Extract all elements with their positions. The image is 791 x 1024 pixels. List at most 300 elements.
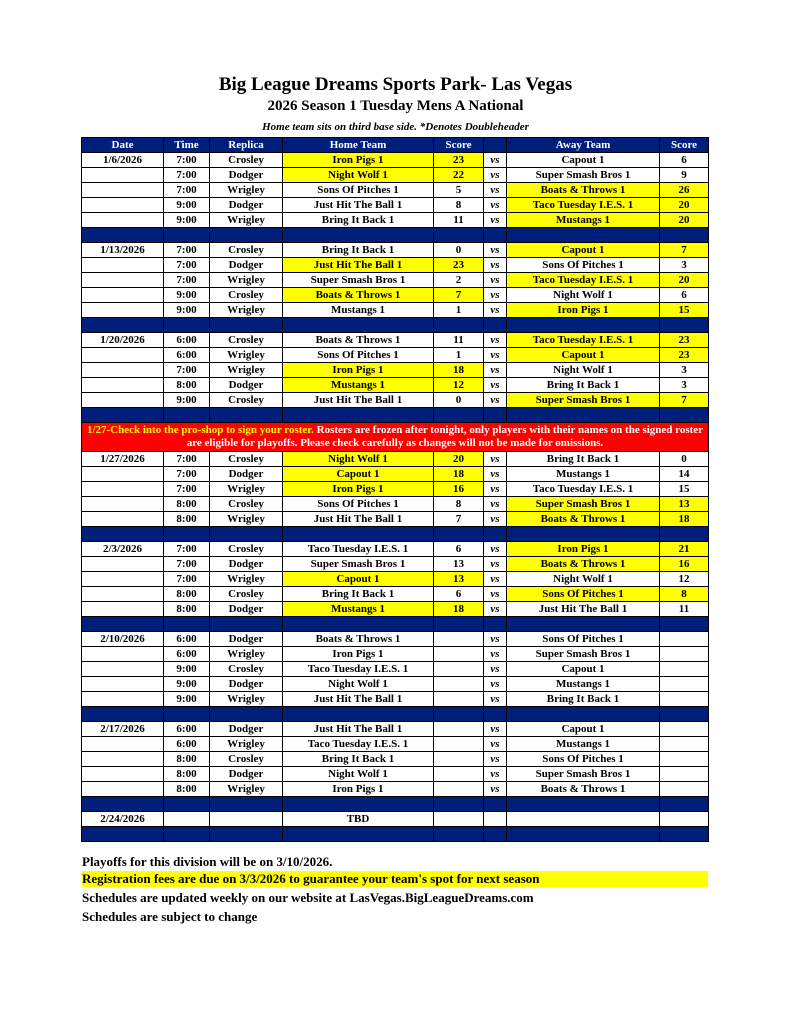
separator-cell — [283, 827, 434, 842]
away-score-cell: 13 — [660, 497, 709, 512]
away-score-cell: 7 — [660, 393, 709, 408]
field-cell: Wrigley — [210, 572, 283, 587]
vs-cell: vs — [484, 467, 507, 482]
separator-cell — [164, 797, 210, 812]
column-header: Away Team — [507, 138, 660, 153]
separator-cell — [82, 228, 164, 243]
separator-cell — [484, 827, 507, 842]
separator-cell — [660, 827, 709, 842]
date-cell — [82, 198, 164, 213]
time-cell: 9:00 — [164, 303, 210, 318]
home-score-cell: 1 — [434, 303, 484, 318]
away-team-cell: Mustangs 1 — [507, 737, 660, 752]
table-row — [82, 243, 709, 258]
time-cell: 6:00 — [164, 737, 210, 752]
field-cell: Dodger — [210, 602, 283, 617]
home-team-cell: Just Hit The Ball 1 — [283, 258, 434, 273]
time-cell: 8:00 — [164, 782, 210, 797]
date-cell — [82, 168, 164, 183]
separator-cell — [210, 617, 283, 632]
date-cell — [82, 602, 164, 617]
away-team-cell: Taco Tuesday I.E.S. 1 — [507, 198, 660, 213]
date-cell — [82, 288, 164, 303]
column-header — [484, 138, 507, 153]
away-score-cell — [660, 722, 709, 737]
away-score-cell: 9 — [660, 168, 709, 183]
field-cell: Crosley — [210, 587, 283, 602]
away-team-cell: Taco Tuesday I.E.S. 1 — [507, 333, 660, 348]
registration-note: Registration fees are due on 3/3/2026 to guarantee your team's spot for next season — [82, 871, 708, 887]
separator-cell — [82, 797, 164, 812]
home-score-cell: 8 — [434, 497, 484, 512]
separator-cell — [210, 827, 283, 842]
home-score-cell: 1 — [434, 348, 484, 363]
table-row — [82, 542, 709, 557]
column-header: Time — [164, 138, 210, 153]
home-team-cell: Taco Tuesday I.E.S. 1 — [283, 662, 434, 677]
home-score-cell: 12 — [434, 378, 484, 393]
field-cell: Dodger — [210, 467, 283, 482]
home-team-cell: Bring It Back 1 — [283, 213, 434, 228]
field-cell: Dodger — [210, 632, 283, 647]
vs-cell: vs — [484, 393, 507, 408]
subject-note: Schedules are subject to change — [82, 909, 258, 924]
separator-cell — [507, 827, 660, 842]
home-score-cell: 23 — [434, 258, 484, 273]
week-separator — [82, 318, 709, 333]
table-row — [82, 363, 709, 378]
away-team-cell: Capout 1 — [507, 153, 660, 168]
date-cell — [82, 782, 164, 797]
home-team-cell: Bring It Back 1 — [283, 243, 434, 258]
home-score-cell: 22 — [434, 168, 484, 183]
away-team-cell: Super Smash Bros 1 — [507, 647, 660, 662]
table-row — [82, 288, 709, 303]
away-score-cell — [660, 677, 709, 692]
away-team-cell: Just Hit The Ball 1 — [507, 602, 660, 617]
home-team-cell: Boats & Throws 1 — [283, 333, 434, 348]
date-cell — [82, 677, 164, 692]
home-team-cell: Just Hit The Ball 1 — [283, 692, 434, 707]
home-team-cell: Taco Tuesday I.E.S. 1 — [283, 542, 434, 557]
table-row — [82, 722, 709, 737]
field-cell: Crosley — [210, 333, 283, 348]
home-score-cell — [434, 767, 484, 782]
date-cell — [82, 497, 164, 512]
home-team-cell: Capout 1 — [283, 467, 434, 482]
home-score-cell: 0 — [434, 243, 484, 258]
vs-cell: vs — [484, 482, 507, 497]
home-score-cell: 23 — [434, 153, 484, 168]
date-cell — [82, 183, 164, 198]
away-score-cell: 20 — [660, 273, 709, 288]
away-team-cell: Boats & Throws 1 — [507, 782, 660, 797]
separator-cell — [660, 527, 709, 542]
vs-cell: vs — [484, 752, 507, 767]
separator-cell — [484, 707, 507, 722]
away-team-cell: Super Smash Bros 1 — [507, 497, 660, 512]
vs-cell: vs — [484, 632, 507, 647]
separator-cell — [210, 527, 283, 542]
separator-cell — [484, 617, 507, 632]
date-cell — [82, 752, 164, 767]
table-cell — [164, 812, 210, 827]
away-score-cell — [660, 692, 709, 707]
field-cell: Crosley — [210, 288, 283, 303]
separator-cell — [283, 707, 434, 722]
vs-cell: vs — [484, 288, 507, 303]
table-row — [82, 572, 709, 587]
separator-cell — [82, 827, 164, 842]
home-score-cell — [434, 782, 484, 797]
away-score-cell: 14 — [660, 467, 709, 482]
table-row — [82, 303, 709, 318]
away-score-cell — [660, 647, 709, 662]
home-team-cell: Night Wolf 1 — [283, 452, 434, 467]
home-team-cell: Sons Of Pitches 1 — [283, 183, 434, 198]
separator-cell — [164, 827, 210, 842]
field-cell: Dodger — [210, 258, 283, 273]
time-cell: 8:00 — [164, 602, 210, 617]
home-score-cell: 16 — [434, 482, 484, 497]
time-cell: 7:00 — [164, 467, 210, 482]
home-team-cell: Boats & Throws 1 — [283, 288, 434, 303]
home-score-cell — [434, 647, 484, 662]
field-cell: Wrigley — [210, 692, 283, 707]
table-row — [82, 258, 709, 273]
date-cell — [82, 393, 164, 408]
home-score-cell — [434, 722, 484, 737]
table-row — [82, 467, 709, 482]
table-cell — [210, 812, 283, 827]
away-team-cell: Mustangs 1 — [507, 467, 660, 482]
playoffs-note: Playoffs for this division will be on 3/10/2026. — [82, 854, 333, 869]
header-note: Home team sits on third base side. *Denotes Doubleheader — [262, 121, 529, 133]
away-team-cell: Night Wolf 1 — [507, 288, 660, 303]
table-row — [82, 168, 709, 183]
time-cell: 8:00 — [164, 587, 210, 602]
date-cell — [82, 647, 164, 662]
date-cell — [82, 348, 164, 363]
time-cell: 9:00 — [164, 662, 210, 677]
away-score-cell: 12 — [660, 572, 709, 587]
away-team-cell: Bring It Back 1 — [507, 452, 660, 467]
table-row — [82, 662, 709, 677]
table-row — [82, 602, 709, 617]
away-team-cell: Boats & Throws 1 — [507, 512, 660, 527]
home-team-cell: Capout 1 — [283, 572, 434, 587]
away-score-cell — [660, 737, 709, 752]
roster-notice — [82, 423, 709, 452]
home-score-cell: 11 — [434, 333, 484, 348]
week-separator — [82, 228, 709, 243]
home-score-cell: 7 — [434, 288, 484, 303]
home-team-cell: Iron Pigs 1 — [283, 482, 434, 497]
field-cell: Crosley — [210, 542, 283, 557]
away-score-cell: 18 — [660, 512, 709, 527]
away-score-cell: 23 — [660, 348, 709, 363]
table-cell — [484, 812, 507, 827]
field-cell: Wrigley — [210, 737, 283, 752]
vs-cell: vs — [484, 662, 507, 677]
separator-cell — [283, 797, 434, 812]
table-row — [82, 348, 709, 363]
time-cell: 9:00 — [164, 198, 210, 213]
field-cell: Wrigley — [210, 213, 283, 228]
time-cell: 6:00 — [164, 722, 210, 737]
home-team-cell: Super Smash Bros 1 — [283, 557, 434, 572]
home-team-cell: Just Hit The Ball 1 — [283, 722, 434, 737]
field-cell: Wrigley — [210, 512, 283, 527]
field-cell: Crosley — [210, 497, 283, 512]
vs-cell: vs — [484, 572, 507, 587]
away-score-cell: 8 — [660, 587, 709, 602]
vs-cell: vs — [484, 542, 507, 557]
date-cell: 2/24/2026 — [82, 812, 164, 827]
column-header: Date — [82, 138, 164, 153]
time-cell: 9:00 — [164, 692, 210, 707]
week-separator — [82, 797, 709, 812]
week-separator — [82, 707, 709, 722]
home-score-cell: 6 — [434, 542, 484, 557]
column-header: Home Team — [283, 138, 434, 153]
away-score-cell — [660, 662, 709, 677]
vs-cell: vs — [484, 378, 507, 393]
away-score-cell: 11 — [660, 602, 709, 617]
home-team-cell: Iron Pigs 1 — [283, 782, 434, 797]
separator-cell — [164, 527, 210, 542]
table-row — [82, 198, 709, 213]
field-cell: Crosley — [210, 752, 283, 767]
separator-cell — [660, 797, 709, 812]
home-team-cell: Mustangs 1 — [283, 602, 434, 617]
time-cell: 7:00 — [164, 482, 210, 497]
field-cell: Dodger — [210, 677, 283, 692]
date-cell — [82, 692, 164, 707]
home-score-cell: 2 — [434, 273, 484, 288]
vs-cell: vs — [484, 767, 507, 782]
date-cell — [82, 512, 164, 527]
column-header: Score — [434, 138, 484, 153]
field-cell: Dodger — [210, 198, 283, 213]
date-cell: 2/10/2026 — [82, 632, 164, 647]
table-row — [82, 273, 709, 288]
time-cell: 7:00 — [164, 363, 210, 378]
time-cell: 6:00 — [164, 647, 210, 662]
home-score-cell: 11 — [434, 213, 484, 228]
separator-cell — [507, 797, 660, 812]
table-row — [82, 587, 709, 602]
website-note: Schedules are updated weekly on our website at LasVegas.BigLeagueDreams.com — [82, 890, 534, 905]
away-score-cell: 16 — [660, 557, 709, 572]
away-team-cell: Bring It Back 1 — [507, 692, 660, 707]
time-cell: 8:00 — [164, 378, 210, 393]
vs-cell: vs — [484, 677, 507, 692]
away-team-cell: Mustangs 1 — [507, 677, 660, 692]
vs-cell: vs — [484, 557, 507, 572]
table-row — [82, 692, 709, 707]
date-cell — [82, 273, 164, 288]
separator-cell — [660, 228, 709, 243]
date-cell: 2/3/2026 — [82, 542, 164, 557]
vs-cell: vs — [484, 213, 507, 228]
table-row — [82, 752, 709, 767]
separator-cell — [484, 408, 507, 423]
home-score-cell: 5 — [434, 183, 484, 198]
home-team-cell: Mustangs 1 — [283, 303, 434, 318]
away-team-cell: Capout 1 — [507, 662, 660, 677]
away-team-cell: Super Smash Bros 1 — [507, 767, 660, 782]
separator-cell — [164, 707, 210, 722]
date-cell: 2/17/2026 — [82, 722, 164, 737]
separator-cell — [82, 318, 164, 333]
separator-cell — [210, 318, 283, 333]
away-team-cell: Iron Pigs 1 — [507, 303, 660, 318]
separator-cell — [660, 408, 709, 423]
separator-cell — [82, 707, 164, 722]
date-cell — [82, 378, 164, 393]
table-row — [82, 812, 709, 827]
time-cell: 8:00 — [164, 497, 210, 512]
separator-cell — [210, 707, 283, 722]
separator-cell — [484, 318, 507, 333]
home-team-cell: Super Smash Bros 1 — [283, 273, 434, 288]
vs-cell: vs — [484, 198, 507, 213]
home-score-cell: 0 — [434, 393, 484, 408]
home-team-cell: Just Hit The Ball 1 — [283, 512, 434, 527]
away-score-cell: 20 — [660, 198, 709, 213]
table-row — [82, 497, 709, 512]
vs-cell: vs — [484, 512, 507, 527]
home-score-cell: 8 — [434, 198, 484, 213]
table-row — [82, 647, 709, 662]
table-row — [82, 213, 709, 228]
home-score-cell: 20 — [434, 452, 484, 467]
away-score-cell: 6 — [660, 288, 709, 303]
away-team-cell: Night Wolf 1 — [507, 363, 660, 378]
away-team-cell: Sons Of Pitches 1 — [507, 587, 660, 602]
away-team-cell: Bring It Back 1 — [507, 378, 660, 393]
time-cell: 7:00 — [164, 572, 210, 587]
away-score-cell: 21 — [660, 542, 709, 557]
table-row — [82, 333, 709, 348]
vs-cell: vs — [484, 243, 507, 258]
table-row — [82, 183, 709, 198]
home-team-cell: Sons Of Pitches 1 — [283, 497, 434, 512]
roster-notice-text — [82, 423, 709, 452]
vs-cell: vs — [484, 363, 507, 378]
time-cell: 7:00 — [164, 183, 210, 198]
date-cell — [82, 482, 164, 497]
separator-cell — [283, 527, 434, 542]
separator-cell — [210, 797, 283, 812]
away-team-cell: Capout 1 — [507, 243, 660, 258]
home-team-cell: Boats & Throws 1 — [283, 632, 434, 647]
separator-cell — [484, 527, 507, 542]
separator-cell — [283, 318, 434, 333]
away-team-cell: Sons Of Pitches 1 — [507, 258, 660, 273]
table-row — [82, 378, 709, 393]
column-header: Score — [660, 138, 709, 153]
table-cell — [507, 812, 660, 827]
date-cell — [82, 467, 164, 482]
vs-cell: vs — [484, 692, 507, 707]
separator-cell — [434, 827, 484, 842]
home-score-cell: 13 — [434, 572, 484, 587]
time-cell: 7:00 — [164, 273, 210, 288]
field-cell: Wrigley — [210, 363, 283, 378]
away-score-cell: 20 — [660, 213, 709, 228]
away-score-cell: 15 — [660, 303, 709, 318]
vs-cell: vs — [484, 348, 507, 363]
table-row — [82, 452, 709, 467]
date-cell — [82, 572, 164, 587]
separator-cell — [507, 707, 660, 722]
away-team-cell: Boats & Throws 1 — [507, 183, 660, 198]
home-team-cell: Night Wolf 1 — [283, 168, 434, 183]
home-score-cell: 6 — [434, 587, 484, 602]
time-cell: 7:00 — [164, 542, 210, 557]
home-score-cell — [434, 677, 484, 692]
away-score-cell: 23 — [660, 333, 709, 348]
separator-cell — [210, 228, 283, 243]
home-team-cell: Just Hit The Ball 1 — [283, 198, 434, 213]
away-score-cell: 0 — [660, 452, 709, 467]
separator-cell — [283, 617, 434, 632]
separator-cell — [434, 228, 484, 243]
week-separator — [82, 827, 709, 842]
separator-cell — [507, 617, 660, 632]
home-team-cell: Just Hit The Ball 1 — [283, 393, 434, 408]
date-cell — [82, 258, 164, 273]
separator-cell — [434, 408, 484, 423]
away-score-cell: 3 — [660, 363, 709, 378]
home-score-cell — [434, 632, 484, 647]
table-row — [82, 737, 709, 752]
vs-cell: vs — [484, 782, 507, 797]
away-score-cell: 7 — [660, 243, 709, 258]
separator-cell — [82, 617, 164, 632]
home-team-cell: Iron Pigs 1 — [283, 363, 434, 378]
table-row — [82, 393, 709, 408]
date-cell: 1/27/2026 — [82, 452, 164, 467]
separator-cell — [210, 408, 283, 423]
table-cell — [660, 812, 709, 827]
separator-cell — [507, 318, 660, 333]
separator-cell — [434, 797, 484, 812]
table-row — [82, 782, 709, 797]
table-header — [82, 138, 709, 153]
home-score-cell — [434, 737, 484, 752]
away-score-cell — [660, 632, 709, 647]
column-header: Replica — [210, 138, 283, 153]
away-team-cell: Taco Tuesday I.E.S. 1 — [507, 482, 660, 497]
table-row — [82, 512, 709, 527]
home-score-cell — [434, 662, 484, 677]
field-cell: Dodger — [210, 722, 283, 737]
field-cell: Dodger — [210, 378, 283, 393]
separator-cell — [507, 228, 660, 243]
away-score-cell — [660, 767, 709, 782]
time-cell: 7:00 — [164, 557, 210, 572]
date-cell: 1/13/2026 — [82, 243, 164, 258]
away-team-cell: Capout 1 — [507, 348, 660, 363]
separator-cell — [507, 527, 660, 542]
time-cell: 6:00 — [164, 348, 210, 363]
away-team-cell: Capout 1 — [507, 722, 660, 737]
separator-cell — [82, 527, 164, 542]
time-cell: 9:00 — [164, 213, 210, 228]
